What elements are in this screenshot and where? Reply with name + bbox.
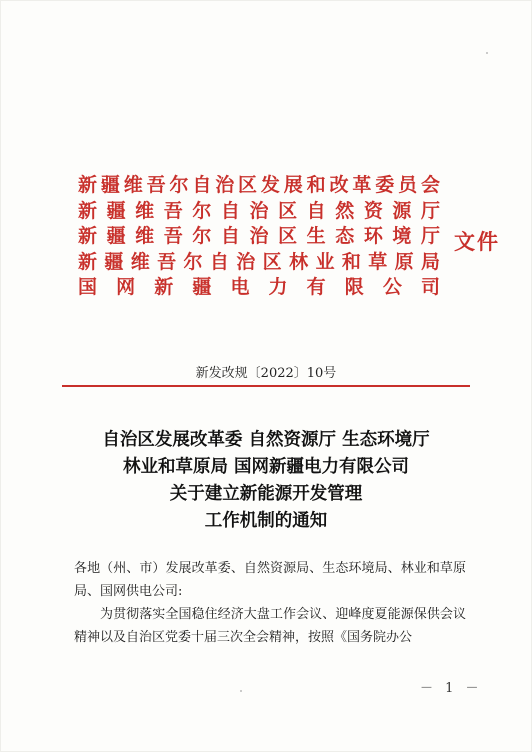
salutation: 各地（州、市）发展改革委、自然资源局、生态环境局、林业和草原局、国网供电公司: (74, 561, 466, 599)
title-line-4: 工作机制的通知 (204, 511, 328, 531)
file-label: 文件 (454, 229, 500, 254)
agency-line-5: 国网新疆电力有限公司 (78, 276, 440, 298)
title-line-2: 林业和草原局 国网新疆电力有限公司 (122, 457, 410, 477)
document-number: 新发改规〔2022〕10号 (195, 366, 337, 381)
red-divider-line (62, 385, 470, 387)
body-paragraph-1: 为贯彻落实全国稳住经济大盘工作会议、迎峰度夏能源保供会议精神以及自治区党委十届三次全会精神，按照《国务院办公 (74, 607, 466, 645)
agency-line-4: 新疆维吾尔自治区林业和草原局 (78, 250, 440, 273)
scan-speck (240, 690, 242, 692)
agency-line-1: 新疆维吾尔自治区发展和改革委员会 (78, 174, 440, 196)
issuing-agencies (78, 173, 448, 301)
scan-speck (486, 52, 488, 54)
page-number: － 1 － (420, 681, 483, 696)
title-line-3: 关于建立新能源开发管理 (169, 484, 363, 504)
agency-line-2: 新疆维吾尔自治区自然资源厅 (78, 199, 440, 222)
title-line-1: 自治区发展改革委 自然资源厅 生态环境厅 (102, 430, 430, 450)
document-title (0, 427, 532, 535)
document-body (74, 557, 466, 649)
agency-line-3: 新疆维吾尔自治区生态环境厅 (78, 225, 440, 247)
